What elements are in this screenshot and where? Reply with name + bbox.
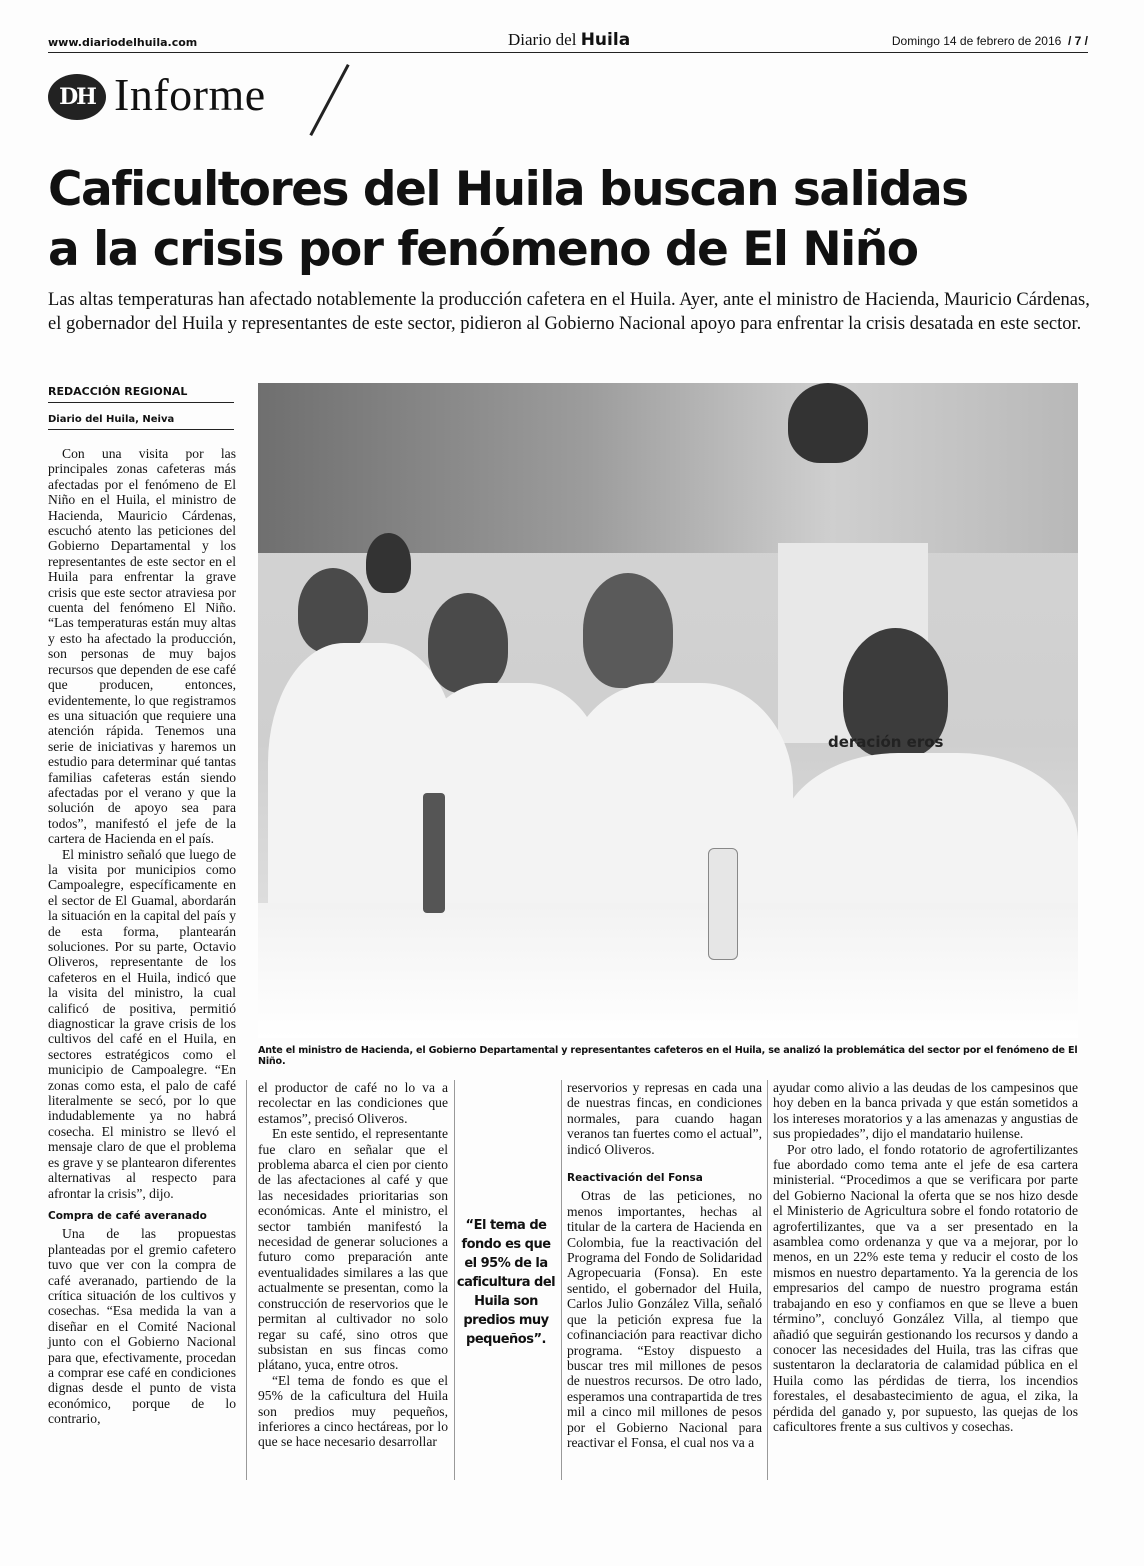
person-head [583,573,673,688]
column-rule [767,1080,768,1480]
photo-table [258,903,1078,1038]
column-rule [454,1080,455,1480]
article-column-4 [567,1080,762,1450]
article-column-1 [48,446,236,1427]
lead-paragraph: Las altas temperaturas han afectado notablemente la producción cafetera en el Huila. Ayer, ante el ministro de Hacienda, Mauricio Cárdenas, el gobernador del Huila y representantes de este sector, pidieron al Gobierno Nacional apoyo para enfrentar la crisis desatada en este sector. [48,290,1090,334]
person-head [428,593,508,693]
dateline [892,34,1088,48]
photo-decoration [788,383,868,463]
headline-line-1: Caficultores del Huila buscan salidas [48,162,968,217]
column-rule [246,1080,247,1480]
masthead-bold: Huila [580,30,631,50]
subhead: Reactivación del Fonsa [567,1172,703,1185]
column-rule [561,1080,562,1480]
headline-line-2: a la crisis por fenómeno de El Niño [48,222,918,277]
photo-caption: Ante el ministro de Hacienda, el Gobierno Departamental y representantes cafeteros en el Huila, se analizó la problemática del sector por el fenómeno de El Niño. [258,1045,1078,1067]
page-header [48,30,1088,52]
paragraph: reservorios y represas en cada una de nuestras fincas, en condiciones normales, para cuando hagan veranos tan fuertes como el actual”, indicó Oliveros. [567,1080,762,1157]
photo-background-wall [258,383,1078,553]
section-flag [48,62,368,132]
page-number: / 7 / [1067,34,1088,48]
pull-quote: “El tema de fondo es que el 95% de la caficultura del Huila son predios muy pequeños”. [456,1218,556,1347]
paragraph: Una de las propuestas planteadas por el gremio cafetero tuvo que ver con la compra de café averanado, partiendo de la crítica situación de los cultivos y cosechas. “Esa medida la van a diseñar en el Comité Nacional junto con el Gobierno Nacional para que, efectivamente, procedan a comprar ese café en condiciones dignas desde el punto de vista económico, porque de lo contrario, [48,1226,236,1427]
issue-date: Domingo 14 de febrero de 2016 [891,34,1062,48]
masthead [508,30,630,50]
article-column-5 [773,1080,1078,1434]
section-label: Informe [114,69,266,120]
paragraph: En este sentido, el representante fue claro en señalar que el problema abarca el cien por ciento de las afectaciones al café y que las necesidades prioritarias son económicas. Ante el ministro, el sector también manifestó la necesidad de generar soluciones a futuro como preparación ante eventualidades similares a las que actualmente se presentan, como la construcción de reservorios que le permitan al cultivador no solo regar su café, sino otros que subsistan en sus fincas como plátano, yuca, entre otros. [258,1126,448,1373]
dh-logo: DH [48,74,106,120]
person-head [298,568,368,653]
byline-place: Diario del Huila, Neiva [48,414,234,430]
article-column-2 [258,1080,448,1450]
photo-sign-text: deración eros [828,733,944,751]
headline [48,160,1088,280]
paragraph: ayudar como alivio a las deudas de los campesinos que hoy deben en la banca privada y que están sometidos a los intereses moratorios y a las amenazas y angustias de sus propiedades”, dijo el mandatario huilense. [773,1080,1078,1142]
water-bottle [708,848,738,960]
subhead: Compra de café averanado [48,1209,207,1222]
paragraph: El ministro señaló que luego de la visita por municipios como Campoalegre, específicamente en el sector de El Guamal, abordarán la situación en la capital del país y de esta forma, plantearán soluciones. Por su parte, Octavio Oliveros, representante de los cafeteros en el Huila, indicó que la visita del ministro, la cual calificó de positiva, permitió diagnosticar la grave crisis de los cultivos del café en el Huila, en sectores estratégicos como el municipio de Campoalegre. “En zonas como esta, el palo de café literalmente se secó, por lo que indudablemente ya no habrá cosecha. El ministro se llevó el mensaje claro de que el problema es grave y se plantearon diferentes alternativas al respecto para afrontar la crisis”, dijo. [48,846,236,1201]
masthead-plain: Diario del [508,30,577,49]
water-bottle [423,793,445,913]
paragraph: Con una visita por las principales zonas cafeteras más afectadas por el fenómeno de El Niño en el Huila, el ministro de Hacienda, Mauricio Cárdenas, escuchó atento las peticiones del Gobierno Departamental y los representantes de este sector en el Huila para enfrentar la grave crisis que este sector atraviesa por cuenta del fenómeno El Niño. “Las temperaturas están muy altas y esto ha afectado la producción, son personas de muy bajos recursos que dependen de ese café que producen, entonces, evidentemente, lo que registramos es una situación que requiere una atención rápida. Tenemos una serie de iniciativas y haremos un estudio para determinar qué tantas familias cafeteras están siendo afectadas por el verano y que la solución de apoyo sea para todos”, manifestó el jefe de la cartera de Hacienda en el país. [48,446,236,847]
byline: REDACCIÓN REGIONAL [48,385,234,403]
person-head [366,533,411,593]
site-url[interactable]: www.diariodelhuila.com [48,36,198,49]
paragraph: Otras de las peticiones, no menos importantes, hechas al titular de la cartera de Hacienda en Colombia, fue la reactivación del Programa del Fondo de Solidaridad Agropecuaria (Fonsa). En este sentido, el gobernador del Huila, Carlos Julio González Villa, señaló que la petición expresa fue la cofinanciación para reactivar dicho programa. “Estoy dispuesto a buscar tres mil millones de pesos de nuestros recursos. De otro lado, esperamos una contrapartida de tres mil a cinco mil millones de pesos por el Gobierno Nacional para reactivar el Fonsa, el cual nos va a [567,1188,762,1450]
paragraph: Por otro lado, el fondo rotatorio de agrofertilizantes fue abordado como tema ante el jefe de esa cartera ministerial. “Procedimos a que se verificara por parte del Gobierno Nacional la oferta que se nos hizo desde el Ministerio de Agricultura sobre el fondo rotatorio de agrofertilizantes, que va a ser presentado en la asamblea como ordenanza y que va a mejorar, por lo menos, en un 22% este tema y reducir el costo de los mismos en nuestro departamento. Ya la gerencia de los empresarios del campo de nuestro programa están trabajando en eso y confiamos en que se lleve a buen término”, concluyó González Villa, al tiempo que añadió que seguirán gestionando los recursos y dando a conocer las necesidades del Huila, tras las cifras que sustentaron la declaratoria de calamidad pública en el Huila como las pérdidas de tierra, los incendios forestales, el desabastecimiento de agua, el zika, la pérdida del ganado y, por supuesto, las quejas de los caficultores frente a sus cultivos y cosechas. [773,1141,1078,1434]
paragraph: “El tema de fondo es que el 95% de la caficultura del Huila son predios muy pequeños, inferiores a cinco hectáreas, por lo que se hace necesario desarrollar [258,1372,448,1450]
paragraph: el productor de café no lo va a recolectar en las condiciones que estamos”, precisó Oliveros. [258,1080,448,1126]
news-photo [258,383,1078,1038]
header-rule [48,52,1088,53]
section-slash-divider [309,64,349,136]
